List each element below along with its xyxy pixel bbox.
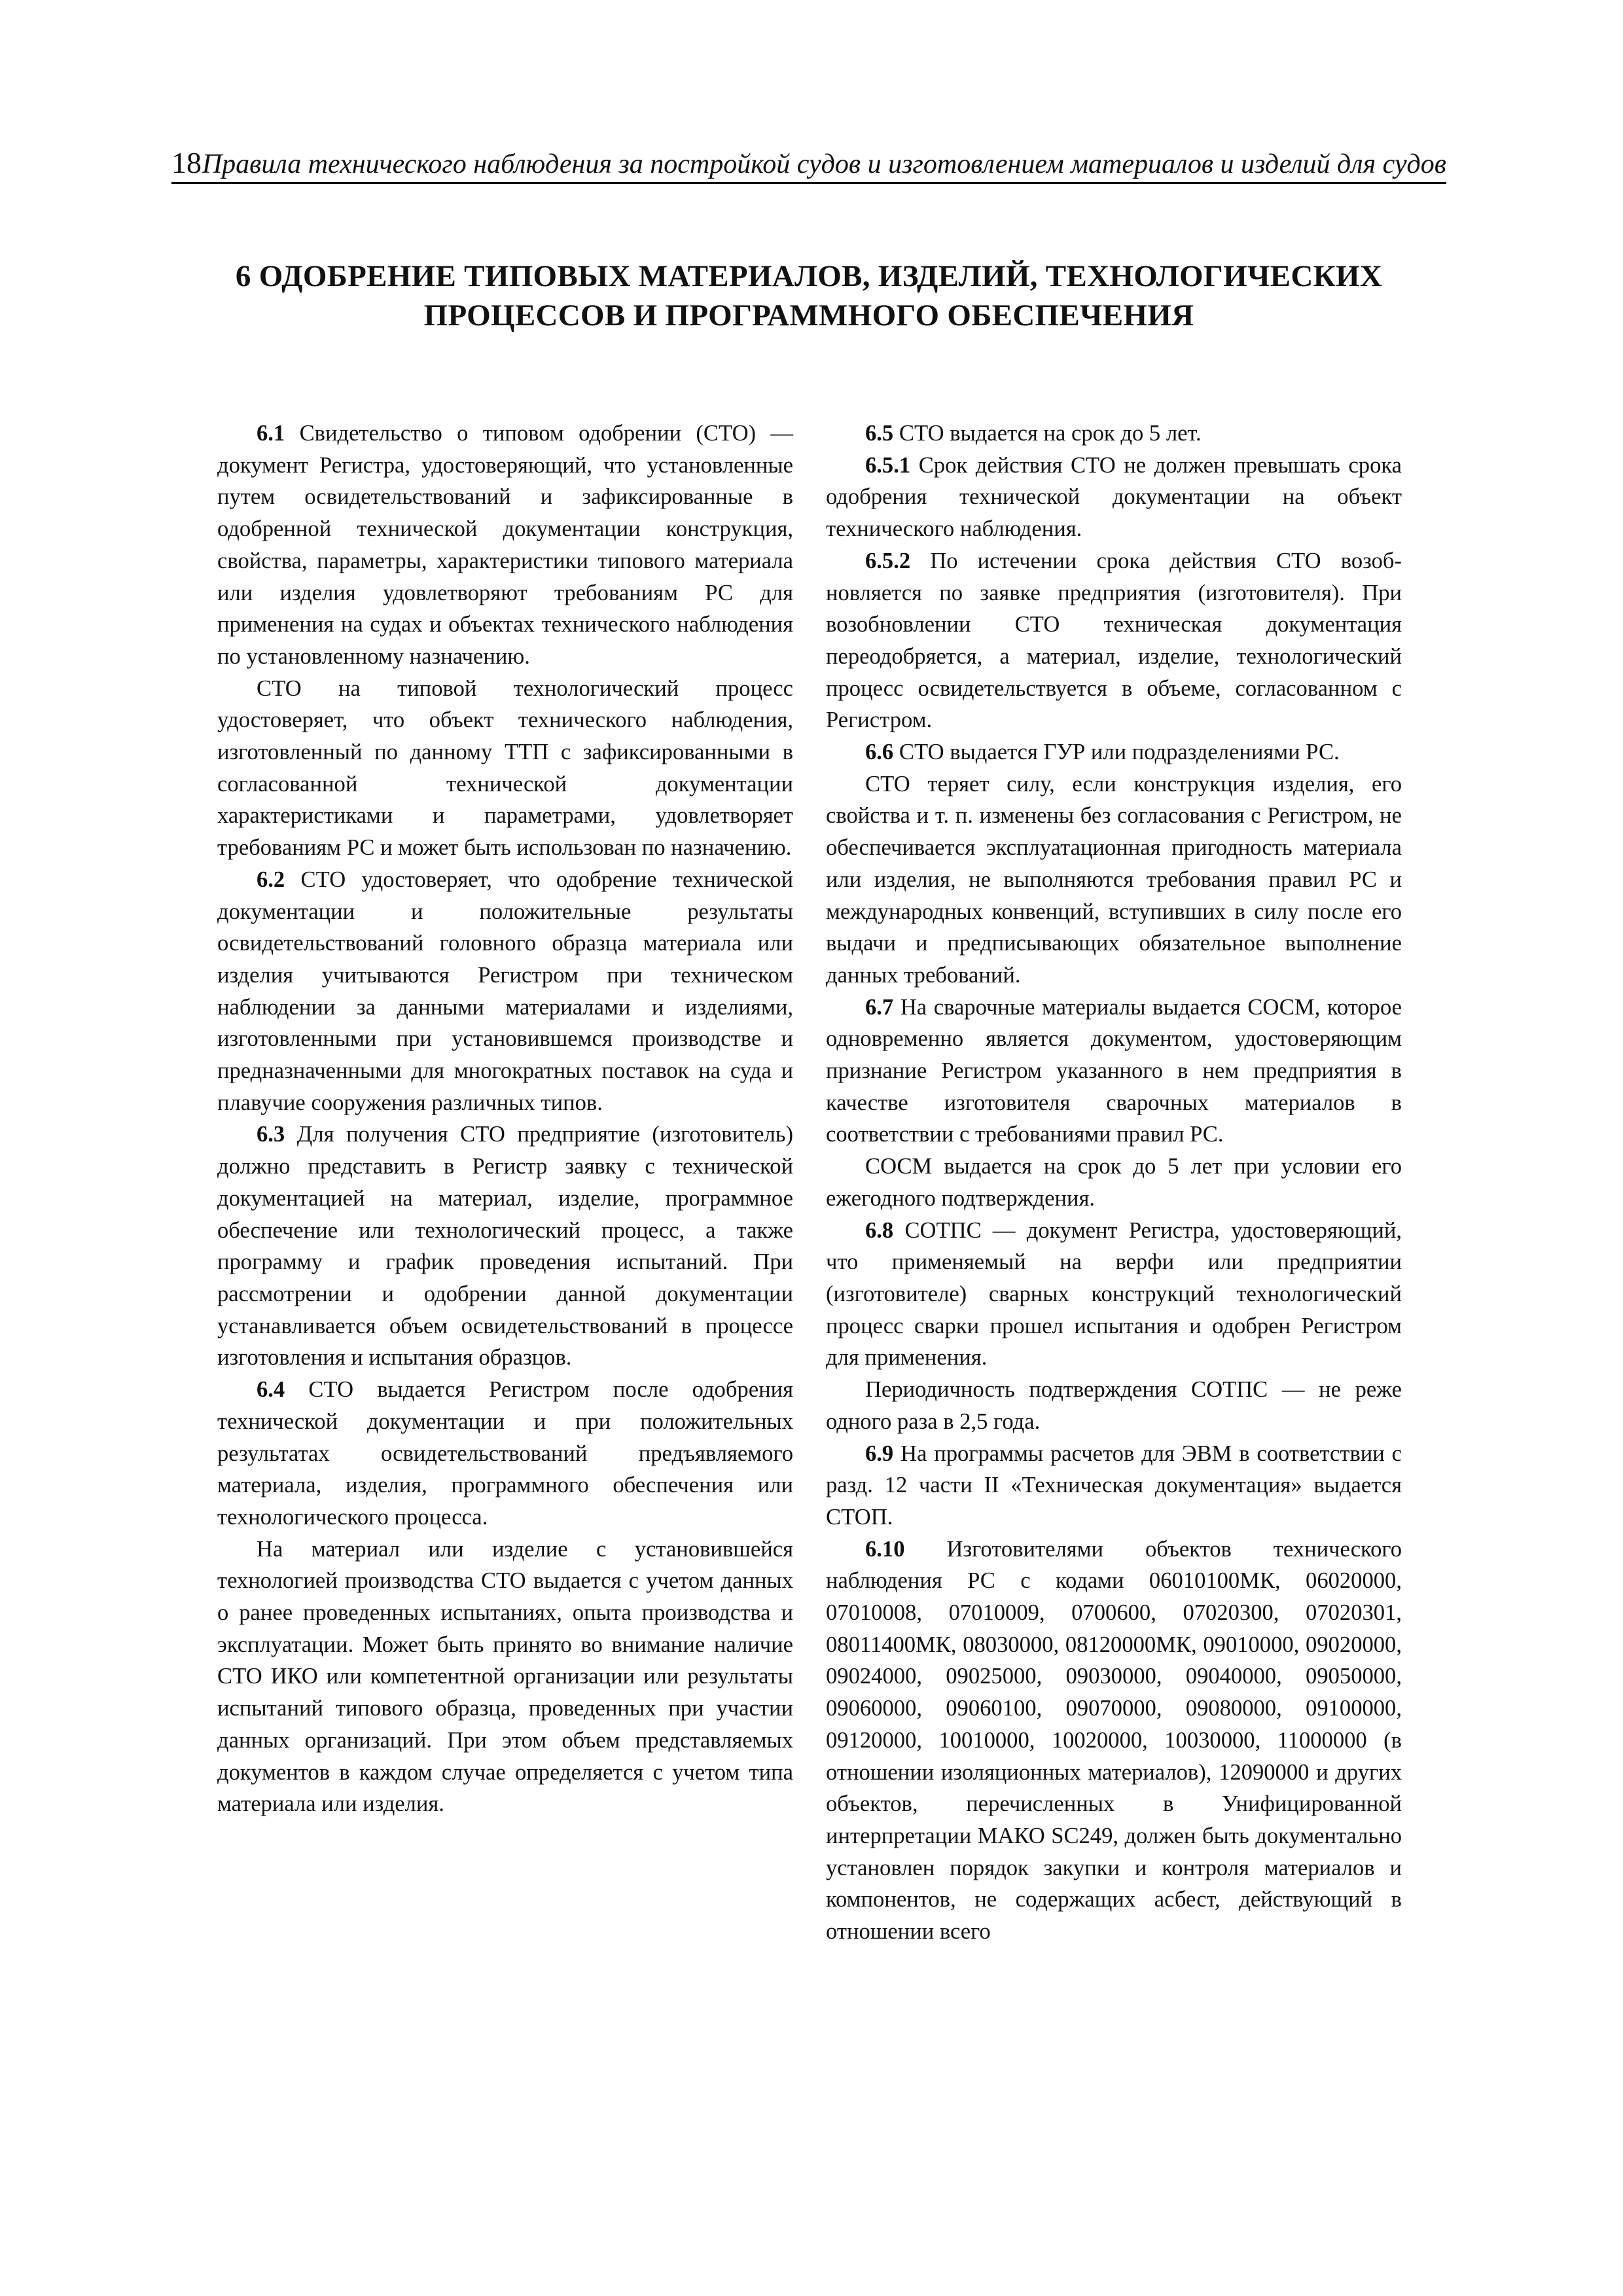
paragraph — [826, 768, 1402, 992]
paragraph-text: Изготовителями объектов технического наблюдения РС с кодами 06010100МК, 06020000, 07010008, 07010009, 0700600, 07020300, 07020301, 08011400МК, 08030000, 08120000МК, 09010000, 09020000, 09024000, 09025000, 09030000, 09040000, 09050000, 09060000, 09060100, 09070000, 09080000, 09100000, 09120000, 10010000, 10020000, 10030000, 11000000 (в отношении изоляционных материалов), 12090000 и других объектов, перечисленных в Унифицированной интерпретации МАКО SC249, должен быть документально установлен порядок закупки и контроля материалов и компонентов, не содержащих асбест, действующий в отношении всего — [826, 1536, 1402, 1945]
clause-number: 6.4 — [257, 1377, 285, 1403]
paragraph-text: Для получения СТО предприятие (изготовитель) должно представить в Регистр заявку с технической документацией на материал, изделие, программное обеспечение или технологический процесс, а также программу и график проведения испытаний. При рассмотрении и одобрении данной документации устанавливается объем освидетельствований в процессе изготовления и испытания образцов. — [217, 1122, 793, 1371]
paragraph-text: СТО выдается на срок до 5 лет. — [893, 421, 1202, 446]
paragraph — [826, 1374, 1402, 1437]
clause-number: 6.2 — [257, 867, 285, 892]
paragraph — [217, 673, 793, 864]
running-title: Правила технического наблюдения за постройкой судов и изготовлением материалов и изделий для судов — [202, 149, 1446, 179]
paragraph-text: СОСМ выдается на срок до 5 лет при условии его ежегодного подтверждения. — [826, 1154, 1402, 1211]
paragraph — [826, 1438, 1402, 1534]
clause-number: 6.6 — [865, 740, 894, 765]
running-header — [171, 143, 1446, 184]
paragraph-text: СТО выдается Регистром после одобрения технической документации и при положительных результатах освидетельствований предъявляемого материала, изделия, программного обеспечения или технологического процесса. — [217, 1377, 793, 1530]
paragraph-text: Периодичность подтверждения СОТПС — не реже одного раза в 2,5 года. — [826, 1377, 1402, 1434]
paragraph-text: СТО теряет силу, если конструкция изделия, его свойства и т. п. изменены без согласования с Регистром, не обеспечивается эксплуатационная пригодность материала или изделия, не выполняются требования правил РС и международных конвенций, вступивших в силу после его выдачи и предписывающих обязательное выполнение данных требований. — [826, 771, 1402, 988]
chapter-title-line-2: ПРОЦЕССОВ И ПРОГРАММНОГО ОБЕСПЕЧЕНИЯ — [423, 298, 1194, 332]
paragraph-text: По истечении срока действия СТО возобновляется по заявке предприятия (изготовителя). При возобновлении СТО техническая документация переодобряется, а материал, изделие, технологический процесс освидетельствуется в объеме, согласованном с Регистром. — [826, 548, 1402, 733]
clause-number: 6.3 — [257, 1122, 285, 1147]
paragraph — [826, 1534, 1402, 1948]
right-column — [826, 418, 1402, 2028]
paragraph-text: На сварочные материалы выдается СОСМ, которое одновременно является документом, удостоверяющим признание Регистром указанного в нем предприятия в качестве изготовителя сварочных материалов в соответствии с требованиями правил РС. — [826, 994, 1402, 1147]
paragraph — [826, 992, 1402, 1151]
paragraph — [826, 450, 1402, 545]
paragraph — [826, 1151, 1402, 1214]
paragraph — [217, 1374, 793, 1534]
paragraph — [217, 864, 793, 1119]
paragraph-text: Свидетельство о типовом одобрении (СТО) — документ Регистра, удостоверяющий, что установленные путем освидетельствований и зафиксированные в одобренной технической документации конструкция, свойства, параметры, характеристики типового материала или изделия удовлетворяют требованиям РС для применения на судах и объектах технического наблюдения по установленному назначению. — [217, 421, 793, 669]
paragraph-text: СТО удостоверяет, что одобрение технической документации и положительные результаты освидетельствований головного образца материала или изделия учитываются Регистром при техническом наблюдении за данными материалами и изделиями, изготовленными при установившемся производстве и предназначенными для многократных поставок на суда и плавучие сооружения различных типов. — [217, 867, 793, 1115]
clause-number: 6.9 — [865, 1441, 894, 1466]
paragraph-text: СТО выдается ГУР или подразделениями РС. — [893, 740, 1340, 765]
clause-number: 6.5.2 — [865, 548, 911, 573]
paragraph — [826, 1215, 1402, 1374]
paragraph — [826, 545, 1402, 736]
left-column — [217, 418, 793, 2028]
page-number: 18 — [171, 146, 202, 179]
clause-number: 6.5.1 — [865, 452, 911, 478]
paragraph — [826, 418, 1402, 450]
paragraph — [826, 736, 1402, 768]
chapter-title — [171, 257, 1446, 335]
paragraph — [217, 1119, 793, 1374]
paragraph-text: Срок действия СТО не должен превышать срока одобрения технической документации на объект технического наблюдения. — [826, 452, 1402, 542]
clause-number: 6.10 — [865, 1536, 905, 1562]
paragraph-text: На материал или изделие с установившейся технологией производства СТО выдается с учетом данных о ранее проведенных испытаниях, опыта производства и эксплуатации. Может быть принято во внимание наличие СТО ИКО или компетентной организации или результаты испытаний типового образца, проведенных при участии данных организаций. При этом объем представляемых документов в каждом случае определяется с учетом типа материала или изделия. — [217, 1536, 793, 1817]
paragraph — [217, 1534, 793, 1820]
clause-number: 6.5 — [865, 421, 894, 446]
clause-number: 6.7 — [865, 994, 894, 1020]
paragraph-text: СТО на типовой технологический процесс удостоверяет, что объект технического наблюдения, изготовленный по данному ТТП с зафиксированными в согласованной технической документации характеристиками и параметрами, удовлетворяет требованиям РС и может быть использован по назначению. — [217, 675, 793, 861]
clause-number: 6.8 — [865, 1217, 894, 1243]
clause-number: 6.1 — [257, 421, 285, 446]
paragraph-text: СОТПС — документ Регистра, удостоверяющий, что применяемый на верфи или предприятии (изготовителе) сварных конструкций технологический процесс сварки прошел испытания и одобрен Регистром для применения. — [826, 1217, 1402, 1371]
paragraph-text: На программы расчетов для ЭВМ в соответствии с разд. 12 части II «Техническая документация» выдается СТОП. — [826, 1441, 1402, 1530]
chapter-title-line-1: 6 ОДОБРЕНИЕ ТИПОВЫХ МАТЕРИАЛОВ, ИЗДЕЛИЙ, ТЕХНОЛОГИЧЕСКИХ — [235, 259, 1383, 293]
paragraph — [217, 418, 793, 673]
